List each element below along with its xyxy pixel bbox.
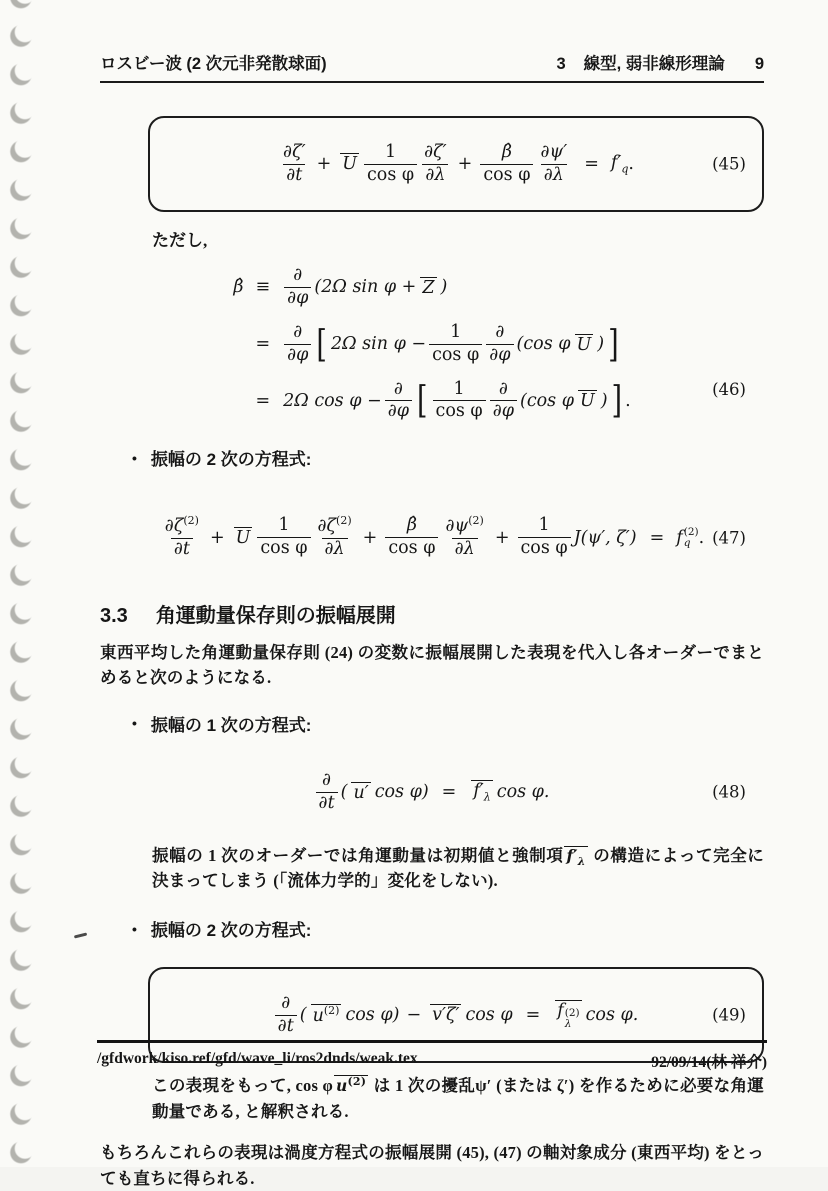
equation-number-49: (49)	[712, 1005, 746, 1025]
equals-sign: =	[649, 527, 665, 548]
sup-sub-stack: (2) q	[683, 525, 699, 549]
frac-betahat-cosphi: $\frac{\betâ}{\text{cos φ}}$	[385, 515, 438, 560]
equation-47	[100, 514, 764, 561]
frac-d-dt: $\frac{\partial}{\partial t}$	[316, 770, 338, 815]
beta-hat: β̂	[233, 277, 244, 298]
text-segment: この表現をもって, cos φ	[152, 1076, 334, 1095]
frac-dzeta2-dt: $\frac{\partial\zeta^{(2)}}{\partial t}$	[164, 514, 199, 559]
running-title: ロスビー波 (2 次元非発散球面)	[100, 55, 327, 73]
frac-one-cosphi: $\frac{1}{\text{cos φ}}$	[433, 379, 486, 424]
paragraph-closing: もちろんこれらの表現は渦度方程式の振幅展開 (45), (47) の軸対象成分 (東西平均) をとっても直ちに得られる.	[100, 1143, 764, 1188]
U-bar: U	[579, 391, 595, 412]
frac-betahat-cosphi: $\frac{\betâ}{\text{cos φ}}$	[480, 142, 533, 187]
bullet-icon: •	[132, 920, 137, 937]
page-content	[100, 0, 764, 1191]
equation-number-46: (46)	[712, 380, 746, 400]
eq46-row1-rhs: $\frac{\partial}{\partial\varphi}$ (2Ω sin φ + Z )	[282, 265, 448, 310]
plus-op: +	[457, 154, 473, 174]
equation-46	[100, 265, 764, 423]
period: .	[625, 390, 631, 411]
page-header	[100, 50, 764, 74]
equation-47-wrap	[100, 504, 764, 571]
equation-number-45: (45)	[712, 154, 746, 174]
equals-sign: =	[525, 1005, 541, 1025]
frac-one-cosphi: $\frac{1}{\text{cos φ}}$	[257, 515, 310, 560]
u-prime-bar: u′	[353, 782, 369, 803]
f-lambda-bar: $f'_\lambda$	[473, 781, 491, 804]
equals-sign: =	[255, 334, 271, 355]
bullet-item-first-order	[132, 711, 764, 736]
eq46-row3-rhs: 2Ω cos φ − $\frac{\partial}{\partial\varphi}$ [ $\frac{1}{\text{cos φ}}$ $\frac{\partial}{\partial\varphi}$ (cos φ U ) ] .	[283, 378, 631, 423]
frac-d-dphi: $\frac{\partial}{\partial\varphi}$	[385, 379, 412, 424]
plus-op: +	[494, 527, 510, 548]
Z-bar: Z	[422, 277, 435, 298]
f-lambda-2-bar: f (2) λ	[557, 1000, 580, 1030]
frac-d-dphi: $\frac{\partial}{\partial\varphi}$	[486, 322, 513, 367]
equation-45	[150, 142, 762, 187]
section-3-3-title: 角運動量保存則の振幅展開	[155, 604, 396, 627]
text-segment: 振幅の 1 次のオーダーでは角運動量は初期値と強制項	[152, 845, 564, 865]
right-bracket: ]	[611, 379, 623, 423]
U-bar: U	[342, 154, 357, 175]
v-zeta-bar: v′ζ′	[432, 1005, 460, 1026]
section-title: 線型, 弱非線形理論	[583, 55, 725, 73]
equals-sign: =	[584, 154, 599, 174]
equation-number-47: (47)	[712, 528, 746, 548]
bullet-label: 振幅の 1 次の方程式:	[150, 715, 312, 735]
frac-dzeta-dlambda: $\frac{\partial\zeta'}{\partial\lambda}$	[424, 141, 447, 185]
period: .	[698, 527, 705, 548]
frac-dzeta2-dlambda: $\frac{\partial\zeta^{(2)}}{\partial\lambda}$	[317, 514, 352, 559]
equals-sign: =	[255, 390, 271, 411]
bullet-item-second-order-am	[132, 916, 764, 941]
frac-dzeta-dt: $\frac{\partial\zeta'}{\partial t}$	[283, 141, 306, 185]
tadashi-label: ただし,	[152, 231, 208, 250]
equation-49: $\frac{\partial}{\partial t}$ ( $u^{(2)}$ cos φ) − v′ζ′ cos φ = f (2) λ cos φ.	[150, 993, 762, 1038]
left-bracket: [	[417, 379, 428, 423]
bullet-label: 振幅の 2 次の方程式:	[150, 921, 312, 940]
u2-bar: $u^{(2)}$	[312, 1004, 340, 1026]
bullet-icon: •	[132, 715, 137, 732]
equation-48-wrap	[100, 760, 764, 825]
equation-number-48: (48)	[712, 782, 746, 802]
spiral-binding-holes	[0, 0, 48, 1167]
section-number: 3	[556, 55, 566, 73]
equation-48: $\frac{\partial}{\partial t}$ ( u′ cos φ) = $f'_\lambda$ cos φ.	[100, 770, 764, 815]
section-header	[556, 50, 764, 74]
frac-dpsi-dlambda: $\frac{\partial\psi'}{\partial\lambda}$	[540, 141, 568, 185]
frac-one-cosphi: $\frac{1}{\text{cos φ}}$	[518, 515, 571, 560]
paragraph-interpretation	[152, 1073, 764, 1124]
U-bar: U	[576, 334, 592, 355]
frac-d-dt: $\frac{\partial}{\partial t}$	[275, 993, 297, 1038]
frac-one-cosphi: $\frac{1}{\text{cos φ}}$	[364, 142, 417, 187]
equiv-sign: ≡	[255, 277, 271, 298]
page-footer	[97, 1040, 767, 1072]
source-file-path: /gfdwork/kiso.ref/gfd/wave_li/ros2dnds/weak.tex	[97, 1050, 418, 1067]
footer-rule	[97, 1040, 767, 1043]
equals-sign: =	[441, 782, 457, 803]
plus-op: +	[209, 527, 225, 548]
forcing-term: $f'_q$	[610, 152, 629, 176]
paragraph-first-order-note	[152, 843, 764, 894]
jacobian-term: J(ψ′, ζ′)	[573, 527, 637, 548]
frac-one-cosphi: $\frac{1}{\text{cos φ}}$	[429, 322, 482, 367]
scan-artifact-dash	[74, 932, 87, 938]
text-segment: の構造によって完全に決まってしまう (「流体力学的」変化をしない).	[152, 845, 764, 891]
section-3-3-heading	[100, 599, 764, 628]
open-paren: (	[299, 1005, 307, 1025]
page-number: 9	[754, 55, 764, 73]
equation-46-wrap	[100, 265, 764, 423]
frac-d-dphi: $\frac{\partial}{\partial\varphi}$	[284, 265, 311, 310]
plus-op: +	[362, 527, 378, 548]
minus-op: −	[406, 1005, 422, 1025]
frac-d-dphi: $\frac{\partial}{\partial\varphi}$	[490, 379, 517, 424]
bullet-item-second-order-vorticity	[132, 445, 764, 470]
forcing-term: f	[676, 527, 683, 548]
frac-dpsi2-dlambda: $\frac{\partial\psi^{(2)}}{\partial\lambda}$	[445, 514, 484, 559]
text-segment: は 1 次の擾乱ψ′ (または ζ′) を作るために必要な角運動量である, と解釈される.	[152, 1076, 764, 1121]
date-author: 92/09/14(林 祥介)	[651, 1054, 767, 1071]
U-bar: U	[235, 527, 251, 548]
left-bracket: [	[316, 322, 327, 366]
right-bracket: ]	[608, 322, 619, 366]
section-3-3-number: 3.3	[100, 604, 128, 627]
equation-45-box	[148, 116, 764, 212]
inline-math-f-lambda-bar: $f'_\lambda$	[566, 845, 586, 868]
period: .	[628, 154, 634, 174]
plus-op: +	[316, 154, 332, 174]
bullet-label: 振幅の 2 次の方程式:	[150, 450, 312, 470]
eq46-row2-rhs: $\frac{\partial}{\partial\varphi}$ [ 2Ω sin φ − $\frac{1}{\text{cos φ}}$ $\frac{\partial}{\partial\varphi}$ (cos φ U ) ]	[282, 322, 622, 367]
paragraph-intro: 東西平均した角運動量保存則 (24) の変数に振幅展開した表現を代入し各オーダーでまとめると次のようになる.	[100, 642, 764, 688]
bullet-icon: •	[132, 449, 137, 466]
open-paren: (	[340, 782, 348, 803]
frac-d-dphi: $\frac{\partial}{\partial\varphi}$	[284, 322, 311, 367]
inline-math-u2-bar: $u^{(2)}$	[336, 1074, 367, 1095]
header-rule	[100, 81, 764, 83]
